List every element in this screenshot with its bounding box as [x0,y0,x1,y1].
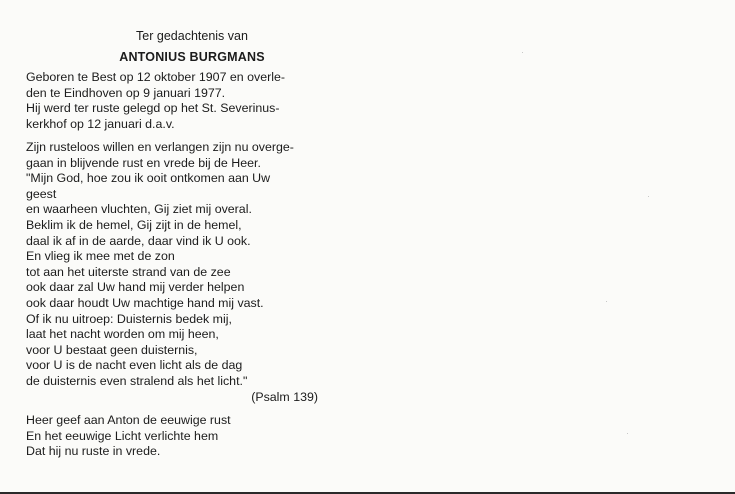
verse-line: voor U is de nacht even licht als de dag [26,358,243,373]
verse-line: gaan in blijvende rust en vrede bij de Heer. [26,155,261,170]
verse-line: "Mijn God, hoe zou ik ooit ontkomen aan Uw [26,171,271,186]
verse-line: geest [26,186,57,201]
verse-line: voor U bestaat geen duisternis, [26,342,198,357]
verse-line: de duisternis even stralend als het licht." [26,373,248,388]
paper-speck [606,301,607,302]
verse-line: tot aan het uiterste strand van de zee [26,264,231,279]
verse-line: Zijn rusteloos willen en verlangen zijn nu overge- [26,140,294,154]
verse-line: daal ik af in de aarde, daar vind ik U ook. [26,233,251,248]
biography-line: Hij werd ter ruste gelegd op het St. Severinus- [26,101,280,116]
deceased-name: ANTONIUS BURGMANS [119,50,265,64]
biography-block [26,70,326,132]
prayer-line: Dat hij nu ruste in vrede. [26,444,161,459]
prayer-line: Heer geef aan Anton de eeuwige rust [26,413,231,427]
prayer-block [26,413,326,460]
verse-line: en waarheen vluchten, Gij ziet mij overal. [26,202,252,217]
verse-line: Of ik nu uitroep: Duisternis bedek mij, [26,311,232,326]
paper-speck [648,196,649,197]
intro-text: Ter gedachtenis van [136,29,248,43]
verse-line: En vlieg ik mee met de zon [26,249,175,264]
prayer-line: En het eeuwige Licht verlichte hem [26,428,219,443]
biography-line: kerkhof op 12 januari d.a.v. [26,116,175,131]
psalm-reference: (Psalm 139) [251,390,318,404]
verse-line: ook daar zal Uw hand mij verder helpen [26,280,245,295]
verse-line: ook daar houdt Uw machtige hand mij vast. [26,295,264,310]
biography-line: Geboren te Best op 12 oktober 1907 en overle- [26,70,285,84]
verse-line: laat het nacht worden om mij heen, [26,327,219,342]
paper-speck [522,52,523,53]
verse-line: Beklim ik de hemel, Gij zijt in de hemel, [26,217,242,232]
biography-line: den te Eindhoven op 9 januari 1977. [26,85,226,100]
verse-block [26,140,326,390]
paper-speck [627,433,628,434]
